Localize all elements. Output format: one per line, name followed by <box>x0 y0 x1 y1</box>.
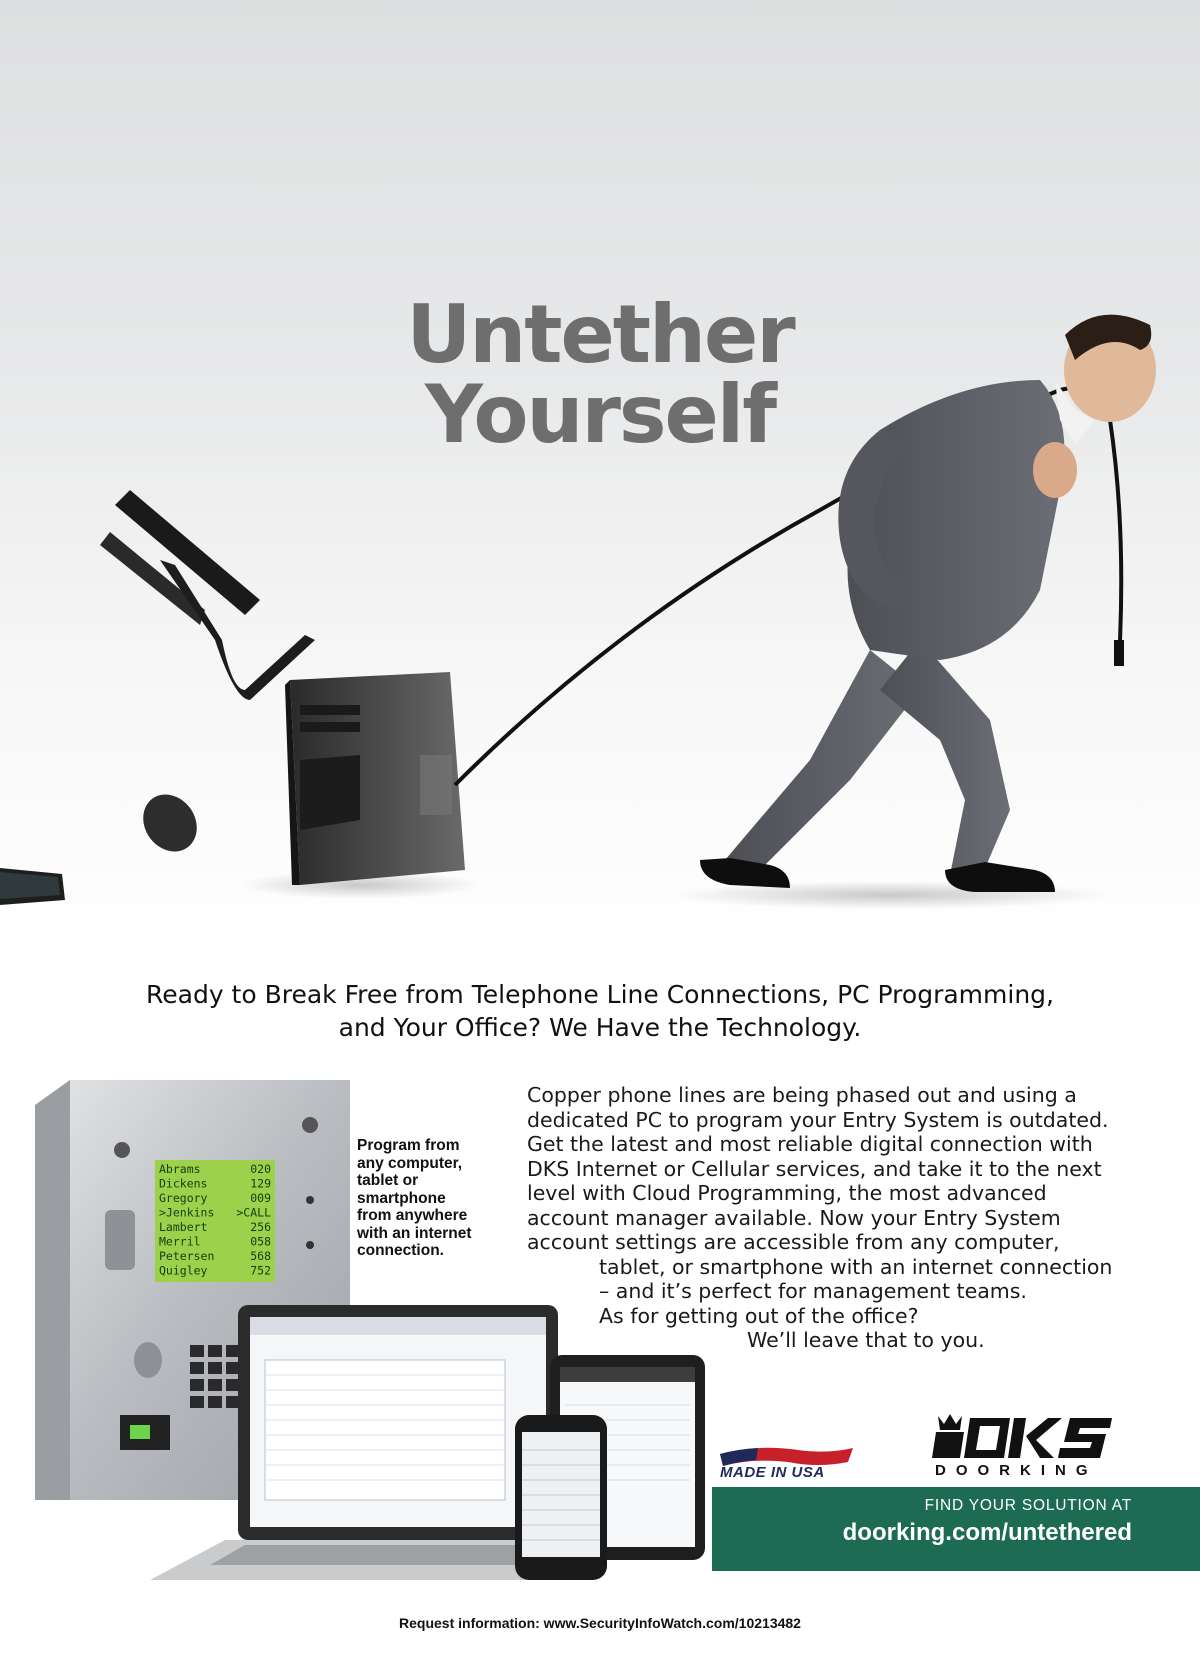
body-line: As for getting out of the office? <box>599 1303 919 1328</box>
cta-band <box>712 1487 1200 1571</box>
callout-line: any computer, <box>357 1154 463 1172</box>
callout-line: connection. <box>357 1242 444 1259</box>
keyboard <box>0 868 65 905</box>
body-line: account manager available. Now your Entry System <box>527 1205 1061 1230</box>
website-url[interactable]: doorking.com/untethered <box>842 1519 1132 1546</box>
lcd-code: 009 <box>250 1191 271 1205</box>
lcd-name: Dickens <box>159 1176 208 1191</box>
lcd-name: Quigley <box>159 1263 208 1278</box>
smartphone <box>515 1415 607 1580</box>
lcd-code: 568 <box>250 1249 271 1263</box>
body-line: – and it’s perfect for management teams. <box>599 1279 1027 1303</box>
made-in-usa-label: MADE IN USA <box>720 1464 825 1481</box>
callout-text <box>357 1137 507 1260</box>
lcd-name: Lambert <box>159 1220 208 1234</box>
lcd-code: 058 <box>250 1234 271 1249</box>
headline-line-2: Yourself <box>424 368 776 461</box>
lcd-code: 129 <box>250 1176 271 1191</box>
headline <box>380 288 820 461</box>
headline-line-1: Untether <box>406 288 794 381</box>
lcd-code: 020 <box>250 1162 271 1176</box>
lcd-name: Petersen <box>159 1249 215 1263</box>
callout-line: with an internet <box>357 1224 472 1242</box>
lcd-name: Merril <box>159 1234 201 1249</box>
lcd-code: 752 <box>250 1263 271 1278</box>
body-line: We’ll leave that to you. <box>747 1328 985 1352</box>
body-line: level with Cloud Programming, the most advanced <box>527 1181 1047 1205</box>
lcd-name: Abrams <box>159 1162 201 1176</box>
request-info-footer: Request information: www.SecurityInfoWatch.com/10213482 <box>399 1615 801 1631</box>
pc-tower <box>285 672 465 885</box>
mouse-falling <box>132 784 207 862</box>
body-line: account settings are accessible from any computer, <box>527 1230 1060 1254</box>
callout-line: from anywhere <box>357 1207 468 1224</box>
lcd-code: >CALL <box>236 1205 271 1220</box>
callout-line: smartphone <box>357 1189 446 1207</box>
body-copy <box>527 1083 1177 1353</box>
body-line: Get the latest and most reliable digital connection with <box>527 1132 1093 1156</box>
subhead <box>40 978 1160 1044</box>
body-line: dedicated PC to program your Entry System is outdated. <box>527 1107 1109 1132</box>
body-line: Copper phone lines are being phased out and using a <box>527 1083 1077 1107</box>
monitor-falling <box>100 490 315 700</box>
doorking-wordmark: DOORKING <box>935 1462 1098 1479</box>
subhead-line-2: and Your Office? We Have the Technology. <box>338 1013 862 1042</box>
lcd-code: 256 <box>250 1220 271 1234</box>
subhead-line-1: Ready to Break Free from Telephone Line Connections, PC Programming, <box>146 980 1054 1009</box>
body-line: DKS Internet or Cellular services, and take it to the next <box>527 1156 1102 1181</box>
callout-line: tablet or <box>357 1172 419 1189</box>
find-solution-label: FIND YOUR SOLUTION AT <box>924 1497 1132 1514</box>
lcd-name: Gregory <box>159 1191 208 1205</box>
callout-line: Program from <box>357 1137 460 1154</box>
body-line: tablet, or smartphone with an internet connection <box>599 1254 1113 1279</box>
lcd-name: >Jenkins <box>159 1205 215 1220</box>
